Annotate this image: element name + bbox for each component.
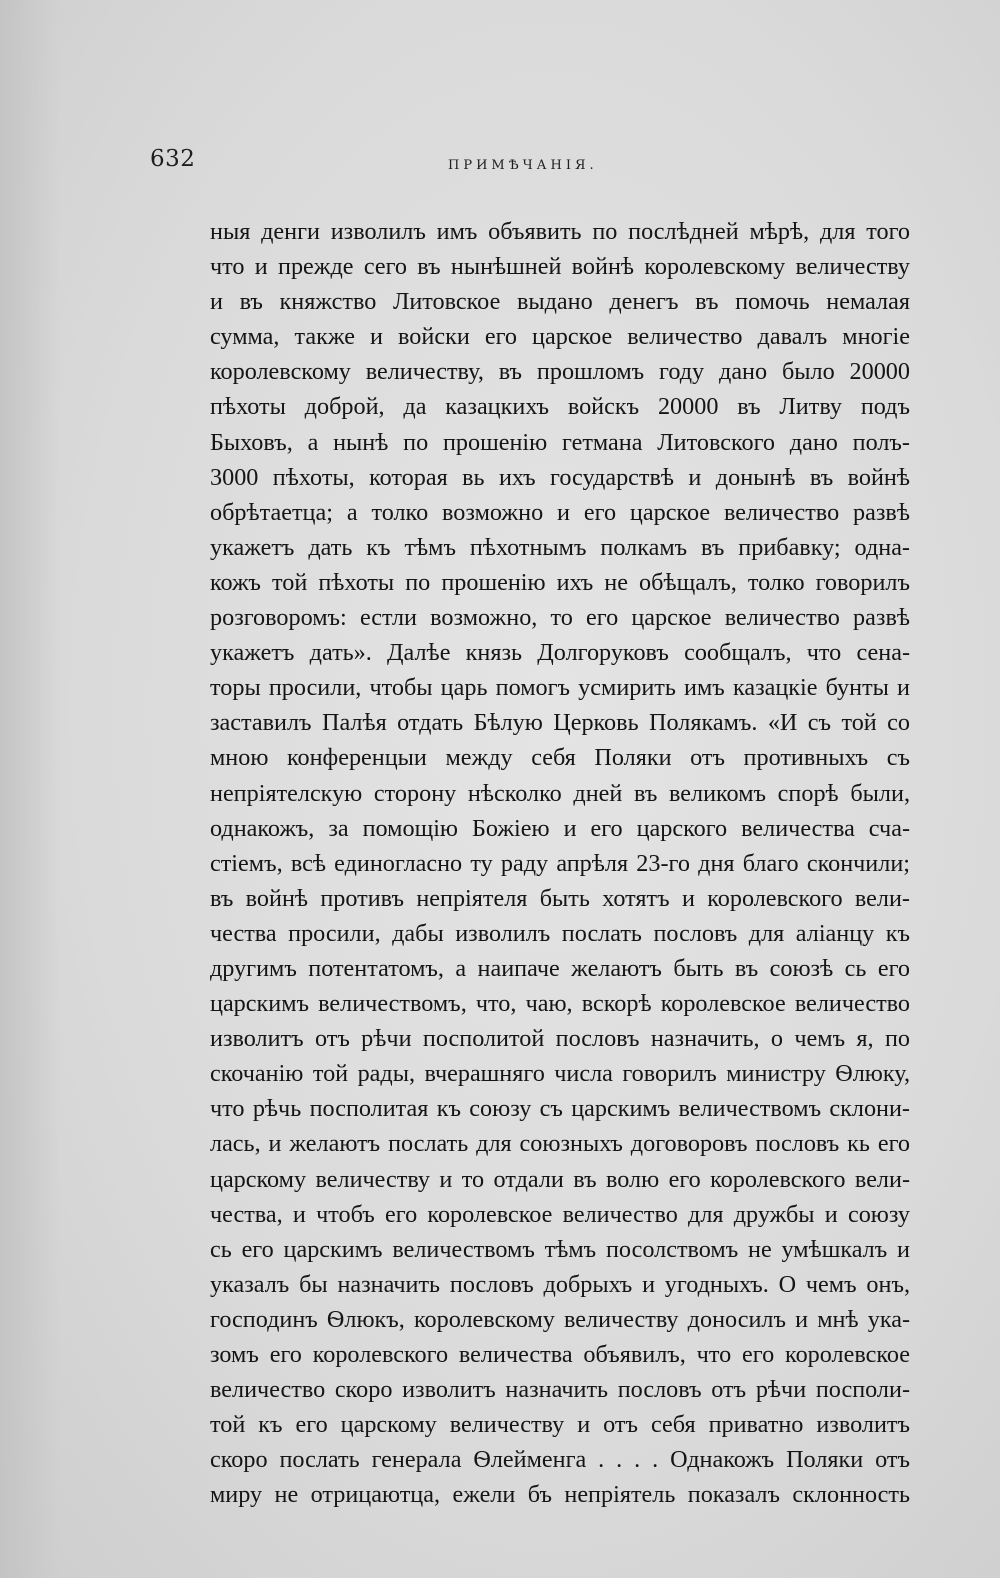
text-line: скоро послать генерала Ѳлейменга . . . . Однакожъ Поляки отъ <box>210 1446 910 1474</box>
text-line: скочанію той рады, вчерашняго числа говорилъ министру Ѳлюку, <box>210 1060 910 1088</box>
text-line: другимъ потентатомъ, а наипаче желаютъ быть въ союзѣ сь его <box>210 954 910 982</box>
text-line: обрѣтаетца; а толко возможно и его царское величество развѣ <box>210 498 910 526</box>
text-line: чества, и чтобъ его королевское величество для дружбы и союзу <box>210 1200 910 1228</box>
text-line: и въ княжство Литовское выдано денегъ въ помочь немалая <box>210 288 910 316</box>
text-line: указалъ бы назначить пословъ добрыхъ и угодныхъ. О чемъ онъ, <box>210 1270 910 1298</box>
running-head: ПРИМѢЧАНІЯ. <box>448 158 598 173</box>
text-line: королевскому величеству, въ прошломъ году дано было 20000 <box>210 358 910 386</box>
text-line: пѣхоты доброй, да казацкихъ войскъ 20000 въ Литву подъ <box>210 393 910 421</box>
text-line: въ войнѣ противъ непріятеля быть хотятъ и королевского вели- <box>210 884 910 912</box>
text-line: той къ его царскому величеству и отъ себя приватно изволитъ <box>210 1411 910 1439</box>
text-line: непріятелскую сторону нѣсколко дней въ великомъ спорѣ были, <box>210 779 910 807</box>
text-line: изволитъ отъ рѣчи посполитой пословъ назначить, о чемъ я, по <box>210 1025 910 1053</box>
text-line: величество скоро изволитъ назначить пословъ отъ рѣчи посполи- <box>210 1376 910 1404</box>
text-line: торы просили, чтобы царь помогъ усмирить имъ казацкіе бунты и <box>210 674 910 702</box>
gutter-shadow <box>0 0 60 1578</box>
text-line: сь его царскимъ величествомъ тѣмъ посолствомъ не умѣшкалъ и <box>210 1235 910 1263</box>
text-line: господинъ Ѳлюкъ, королевскому величеству доносилъ и мнѣ ука- <box>210 1305 910 1333</box>
text-line: укажетъ дать». Далѣе князь Долгоруковъ сообщалъ, что сена- <box>210 639 910 667</box>
text-line: однакожъ, за помощію Божіею и его царского величества сча- <box>210 814 910 842</box>
text-line: чества просили, дабы изволилъ послать пословъ для аліанцу къ <box>210 919 910 947</box>
text-line: ныя денги изволилъ имъ объявить по послѣдней мѣрѣ, для того <box>210 218 910 245</box>
text-line: мною конференцыи между себя Поляки отъ противныхъ съ <box>210 744 910 772</box>
text-line: кожъ той пѣхоты по прошенію ихъ не обѣщалъ, толко говорилъ <box>210 568 910 596</box>
text-line: царскому величеству и то отдали въ волю его королевского вели- <box>210 1165 910 1193</box>
text-line: стіемъ, всѣ единогласно ту раду апрѣля 23-го дня благо скончили; <box>210 849 910 877</box>
text-line: что рѣчь посполитая къ союзу съ царскимъ величествомъ склони- <box>210 1095 910 1123</box>
text-line: что и прежде сего въ нынѣшней войнѣ королевскому величеству <box>210 253 910 281</box>
text-line: укажетъ дать къ тѣмъ пѣхотнымъ полкамъ въ прибавку; одна- <box>210 533 910 561</box>
text-line: сумма, также и войски его царское величество давалъ многіе <box>210 323 910 351</box>
text-line: розговоромъ: естли возможно, то его царское величество развѣ <box>210 604 910 632</box>
text-line: зомъ его королевского величества объявилъ, что его королевское <box>210 1341 910 1368</box>
body-text <box>210 214 910 1512</box>
text-line: Быховъ, а нынѣ по прошенію гетмана Литовского дано полъ- <box>210 428 910 456</box>
text-line: 3000 пѣхоты, которая вь ихъ государствѣ и донынѣ въ войнѣ <box>210 463 910 491</box>
text-line: миру не отрицаютца, ежели бъ непріятель показалъ склонность <box>210 1481 910 1509</box>
text-line: заставилъ Палѣя отдать Бѣлую Церковь Полякамъ. «И съ той со <box>210 709 910 737</box>
page-number: 632 <box>150 146 196 172</box>
text-line: лась, и желаютъ послать для союзныхъ договоровъ пословъ кь его <box>210 1130 910 1158</box>
text-line: царскимъ величествомъ, что, чаю, вскорѣ королевское величество <box>210 990 910 1018</box>
